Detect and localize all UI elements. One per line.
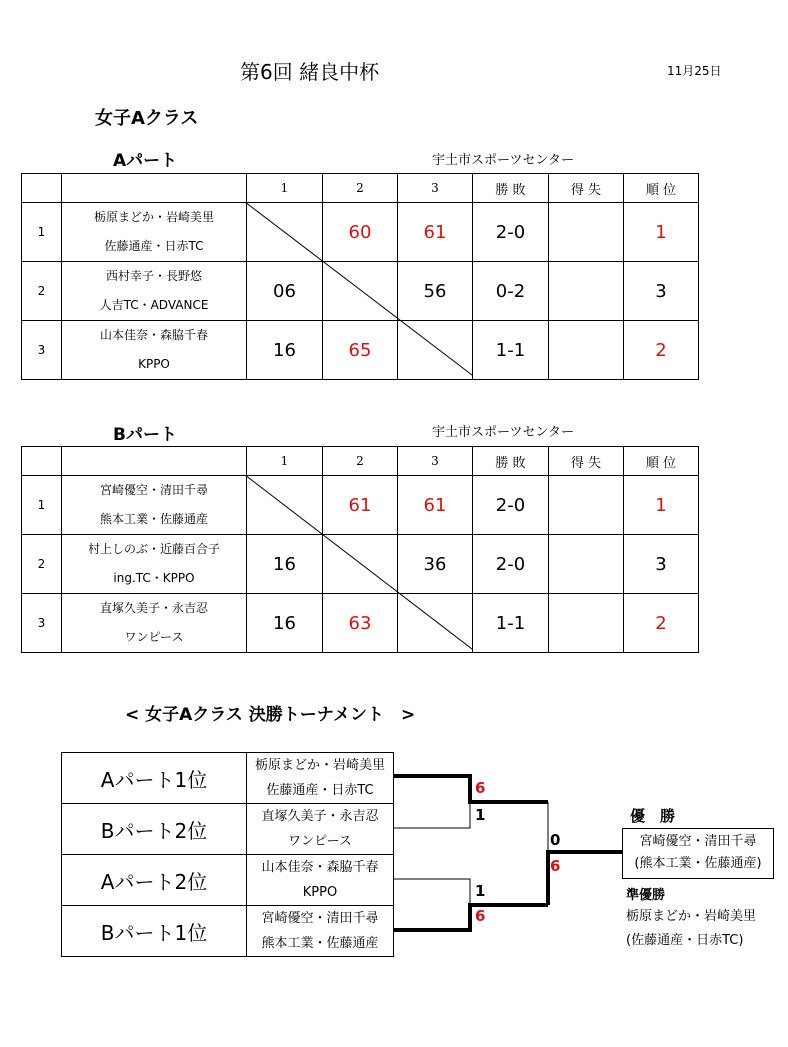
score-cell: 60: [323, 203, 398, 262]
champion-box: [622, 828, 774, 879]
part-a-title: Aパート: [113, 151, 178, 171]
rank-cell: 3: [624, 535, 699, 594]
row-number: 1: [22, 476, 62, 535]
player-cell: [62, 535, 247, 594]
table-header-row: [22, 174, 699, 203]
header-blank: [62, 447, 247, 476]
part-b-title: Bパート: [113, 425, 177, 445]
rank-cell: 2: [624, 321, 699, 380]
player-club: 熊本工業・佐藤通産: [99, 512, 208, 526]
champion-label: 優 勝: [630, 807, 676, 825]
part-b-venue: 宇土市スポーツセンター: [432, 425, 574, 440]
rank-cell: 1: [624, 476, 699, 535]
part-b-diagonal: [245, 475, 473, 650]
player-names: 山本佳奈・森脇千春: [99, 328, 208, 342]
player-cell: [62, 262, 247, 321]
player-club: ing.TC・KPPO: [113, 571, 195, 585]
player-cell: [62, 203, 247, 262]
pair-club: 熊本工業・佐藤通産: [261, 936, 379, 951]
win-loss-cell: 1-1: [473, 321, 549, 380]
runner-up-club: (佐藤通産・日赤TC): [626, 933, 744, 948]
header-rank: 順 位: [624, 447, 699, 476]
player-names: 直塚久美子・永吉忍: [99, 601, 208, 615]
score-cell: 61: [398, 203, 473, 262]
player-names: 栃原まどか・岩崎美里: [93, 210, 214, 224]
header-col-2: 2: [323, 447, 398, 476]
pair-names: 直塚久美子・永吉忍: [261, 809, 379, 824]
header-rank: 順 位: [624, 174, 699, 203]
runner-up-names: 栃原まどか・岩崎美里: [626, 909, 757, 924]
header-col-3: 3: [398, 174, 473, 203]
player-names: 西村幸子・長野悠: [105, 269, 202, 283]
seed-b1: Bパート1位: [61, 905, 247, 957]
header-blank: [22, 447, 62, 476]
header-col-1: 1: [247, 447, 323, 476]
pair-names: 栃原まどか・岩崎美里: [254, 758, 385, 773]
pair-names: 山本佳奈・森脇千春: [261, 860, 379, 875]
seed-a1: Aパート1位: [61, 752, 247, 804]
header-blank: [62, 174, 247, 203]
header-points: 得 失: [549, 447, 624, 476]
score-cell: 16: [247, 321, 323, 380]
score-cell: 56: [398, 262, 473, 321]
row-number: 3: [22, 321, 62, 380]
player-cell: [62, 476, 247, 535]
row-number: 2: [22, 535, 62, 594]
score-final-bottom: 6: [550, 857, 561, 875]
header-col-1: 1: [247, 174, 323, 203]
seed-a2: Aパート2位: [61, 854, 247, 906]
champion-names: 宮崎優空・清田千尋: [639, 834, 757, 849]
player-club: ワンピース: [124, 630, 184, 644]
header-win-loss: 勝 敗: [473, 447, 549, 476]
win-loss-cell: 2-0: [473, 203, 549, 262]
win-loss-cell: 2-0: [473, 535, 549, 594]
score-cell: 65: [323, 321, 398, 380]
player-club: 人吉TC・ADVANCE: [99, 298, 209, 312]
score-sf1-top: 6: [475, 779, 486, 797]
rank-cell: 3: [624, 262, 699, 321]
part-a-venue: 宇土市スポーツセンター: [432, 153, 574, 168]
score-cell: 36: [398, 535, 473, 594]
score-sf2-bottom: 6: [475, 907, 486, 925]
points-cell: [549, 203, 624, 262]
tournament-title: < 女子Aクラス 決勝トーナメント >: [125, 705, 416, 725]
champion-club: (熊本工業・佐藤通産): [634, 856, 762, 871]
event-date: 11月25日: [667, 64, 722, 78]
pair-club: ワンピース: [288, 834, 352, 849]
win-loss-cell: 2-0: [473, 476, 549, 535]
player-names: 宮崎優空・清田千尋: [99, 483, 208, 497]
score-cell: 06: [247, 262, 323, 321]
player-cell: [62, 594, 247, 653]
pair-club: KPPO: [302, 885, 338, 900]
points-cell: [549, 321, 624, 380]
header-points: 得 失: [549, 174, 624, 203]
score-final-top: 0: [550, 831, 561, 849]
score-cell: 16: [247, 535, 323, 594]
seed-b2: Bパート2位: [61, 803, 247, 855]
row-number: 3: [22, 594, 62, 653]
header-col-3: 3: [398, 447, 473, 476]
points-cell: [549, 476, 624, 535]
class-title: 女子Aクラス: [95, 108, 199, 129]
header-win-loss: 勝 敗: [473, 174, 549, 203]
player-names: 村上しのぶ・近藤百合子: [87, 542, 220, 556]
header-col-2: 2: [323, 174, 398, 203]
win-loss-cell: 1-1: [473, 594, 549, 653]
points-cell: [549, 262, 624, 321]
rank-cell: 2: [624, 594, 699, 653]
score-cell: 61: [323, 476, 398, 535]
runner-up-label: 準優勝: [626, 888, 666, 903]
row-number: 2: [22, 262, 62, 321]
score-cell: 61: [398, 476, 473, 535]
score-sf2-top: 1: [475, 882, 486, 900]
header-blank: [22, 174, 62, 203]
row-number: 1: [22, 203, 62, 262]
table-header-row: [22, 447, 699, 476]
win-loss-cell: 0-2: [473, 262, 549, 321]
points-cell: [549, 535, 624, 594]
score-cell: 16: [247, 594, 323, 653]
part-a-diagonal: [245, 202, 473, 376]
player-club: KPPO: [138, 357, 170, 371]
rank-cell: 1: [624, 203, 699, 262]
player-cell: [62, 321, 247, 380]
points-cell: [549, 594, 624, 653]
page-title: 第6回 緒良中杯: [240, 60, 380, 84]
score-cell: 63: [323, 594, 398, 653]
score-sf1-bottom: 1: [475, 806, 486, 824]
pair-names: 宮崎優空・清田千尋: [261, 911, 379, 926]
pair-club: 佐藤通産・日赤TC: [266, 783, 374, 798]
player-club: 佐藤通産・日赤TC: [104, 239, 204, 253]
